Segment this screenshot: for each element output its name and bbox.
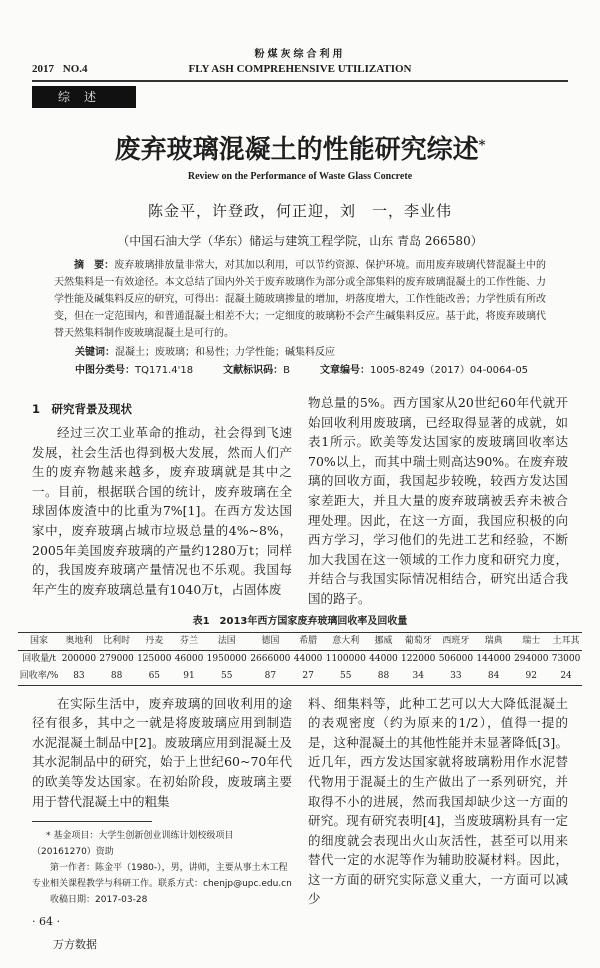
table-cell: 46000	[174, 653, 204, 664]
keywords-label: 关键词：	[75, 347, 115, 358]
table-cell: 33	[450, 670, 462, 681]
table-cell: 88	[110, 670, 123, 681]
clc-value: TQ171.4'18	[135, 365, 194, 376]
issue-number: 2017 NO.4	[32, 63, 88, 75]
recycling-table	[18, 632, 582, 686]
table-header-cell: 国家	[18, 632, 60, 650]
table-cell: 88	[377, 670, 390, 681]
table-cell: 24	[560, 670, 572, 681]
table-cell: 回收量/t	[22, 653, 56, 664]
table-cell: 144000	[476, 653, 511, 664]
body-columns-bottom	[32, 694, 568, 953]
header-rule	[32, 80, 568, 82]
journal-name-cn: 粉煤灰综合利用	[254, 49, 346, 60]
table-cell: 65	[148, 670, 161, 681]
table-cell: 125000	[137, 653, 172, 664]
table-cell: 83	[73, 670, 85, 681]
table-header-cell: 丹麦	[135, 632, 173, 650]
table-header-row	[18, 632, 582, 650]
section-heading: 1 研究背景及现状	[32, 402, 133, 416]
table-cell: 84	[487, 670, 500, 681]
table-row	[18, 668, 582, 686]
table-header-cell: 希腊	[292, 632, 324, 650]
abstract-label: 摘 要：	[74, 260, 115, 271]
body-paragraph: 经过三次工业革命的推动，社会得到飞速发展，社会生活也得到极大发展，然而人们产生的废弃物越来越多，废弃玻璃就是其中之一。目前，根据联合国的统计，废弃玻璃在全球固体废渣中的比重为7%[1]。在西方发达国家中，废弃玻璃占城市垃圾总量的4%~8%，2005年美国废弃玻璃的产量约1280万t；同样的，我国废弃玻璃产量情况也不乐观。我国每年产生的废弃玻璃总量有1040万t，占固体废	[32, 425, 292, 597]
table-cell: 122000	[401, 653, 436, 664]
table-header-cell: 葡萄牙	[399, 632, 437, 650]
doc-code-label: 文献标识码：	[223, 365, 284, 376]
body-columns-top	[32, 393, 568, 609]
clc-code	[75, 362, 193, 379]
footnote-author: 第一作者：陈金平（1980-），男，讲师，主要从事土木工程专业相关课程教学与科研工作。联系方式：chenjp@upc.edu.cn	[32, 863, 292, 890]
article-no-label: 文章编号：	[319, 365, 370, 376]
left-column	[32, 393, 292, 599]
section-tag: 综述	[32, 86, 136, 108]
table-cell: 91	[183, 670, 195, 681]
running-header	[32, 62, 568, 77]
left-column	[32, 694, 292, 953]
table-cell: 1950000	[206, 653, 247, 664]
table-header-cell: 瑞典	[475, 632, 513, 650]
footnote-received: 收稿日期：2017-03-28	[50, 895, 148, 906]
title-footnote-mark: *	[478, 138, 486, 153]
abstract-text: 废弃玻璃排放量非常大，对其加以利用，可以节约资源、保护环境。而用废弃玻璃代替混凝土中的天然集料是一有效途径。本文总结了国内外关于废弃玻璃作为部分或全部集料的废弃玻璃混凝土的工作性能、力学性能及碱集料反应的研究，可得出：混凝土随玻璃掺量的增加，坍落度增大，工作性能改善；力学性质有所改变，但在一定范围内，和普通混凝土相差不大；一定细度的玻璃粉不会产生碱集料反应。基于此，将废弃玻璃代替天然集料制作废玻璃混凝土是可行的。	[54, 260, 547, 339]
article-no-value: 1005-8249（2017）04-0064-05	[369, 365, 529, 376]
table-cell: 200000	[61, 653, 97, 664]
table-cell: 55	[221, 670, 233, 681]
table-cell: 44000	[369, 653, 398, 664]
affiliation: （中国石油大学（华东）储运与建筑工程学院，山东 青岛 266580）	[117, 234, 483, 248]
authors: 陈金平，许登政，何正迎，刘 一，李业伟	[147, 202, 452, 220]
clc-label: 中图分类号：	[75, 365, 135, 376]
table-cell: 506000	[438, 653, 474, 664]
table-header-cell: 比利时	[98, 632, 136, 650]
table-cell: 279000	[99, 653, 134, 664]
keywords	[75, 344, 568, 361]
table-cell: 73000	[551, 653, 581, 664]
table-cell: 34	[412, 670, 424, 681]
article-subtitle-en: Review on the Performance of Waste Glass Concrete	[187, 171, 413, 182]
right-column	[308, 694, 568, 910]
table-cell: 87	[264, 670, 277, 681]
article-title	[32, 134, 568, 166]
classification-codes	[75, 362, 568, 379]
journal-name-en: FLY ASH COMPREHENSIVE UTILIZATION	[188, 63, 412, 75]
table-header-cell: 西班牙	[437, 632, 475, 650]
table-header-cell: 奥地利	[60, 632, 98, 650]
table-header-cell: 德国	[249, 632, 293, 650]
article-number	[320, 362, 528, 379]
footnote-fund: * 基金项目：大学生创新创业训练计划校级项目（20161270）资助	[32, 831, 234, 858]
table-wrapper	[18, 632, 582, 686]
watermark: 万方数据	[53, 938, 97, 952]
document-code	[223, 362, 290, 379]
table-cell: 92	[525, 670, 537, 681]
table-header-cell: 挪威	[368, 632, 400, 650]
table-header-cell: 瑞士	[512, 632, 550, 650]
footnote-rule	[32, 821, 152, 822]
table-cell: 55	[340, 670, 352, 681]
table-cell: 27	[302, 670, 314, 681]
table-cell: 回收率/%	[19, 670, 59, 681]
abstract	[54, 257, 546, 342]
doc-code-value: B	[283, 365, 290, 376]
table-header-cell: 芬兰	[173, 632, 205, 650]
body-paragraph: 物总量的5%。西方国家从20世纪60年代就开始回收利用废玻璃，已经取得显著的成就，如表1所示。欧美等发达国家的废玻璃回收率达70%以上，而其中瑞士则高达90%。在废弃玻璃的回收方面，我国起步较晚，较西方发达国家差距大，并且大量的废弃玻璃被丢弃未被合理处理。因此，在这一方面，我国应积极的向西方学习，学习他们的先进工艺和经验，不断加大我国在这一领域的工作力度和研究力度，并结合与我国实际情况相结合，研究出适合我国的路子。	[308, 395, 568, 606]
title-text: 废弃玻璃混凝土的性能研究综述	[114, 135, 479, 165]
body-paragraph: 料、细集料等，此种工艺可以大大降低混凝土的表观密度（约为原来的1/2），值得一提的是，这种混凝土的其他性能并未显著降低[3]。近几年，西方发达国家就将玻璃粉用作水泥替代物用于混凝土的生产做出了一系列研究，并取得不小的进展，然而我国却缺少这一方面的研究。现有研究表明[4]，当废玻璃粉具有一定的细度就会表现出火山灰活性，甚至可以用来替代一定的水泥等作为辅助胶凝材料。因此，这一方面的研究实际意义重大，一方面可以减少	[308, 695, 568, 907]
table-cell: 2666000	[250, 653, 291, 664]
table-cell: 294000	[514, 653, 549, 664]
keywords-text: 混凝土；废玻璃；和易性；力学性能；碱集料反应	[115, 347, 335, 358]
table-header-cell: 意大利	[324, 632, 368, 650]
table-cell: 1100000	[325, 653, 366, 664]
page-number: · 64 ·	[32, 915, 60, 929]
table-cell: 44000	[293, 653, 323, 664]
table-header-cell: 法国	[205, 632, 249, 650]
table-header-cell: 土耳其	[550, 632, 582, 650]
table-row	[18, 650, 582, 668]
right-column	[308, 393, 568, 609]
body-paragraph: 在实际生活中，废弃玻璃的回收利用的途径有很多，其中之一就是将废玻璃应用到制造水泥混凝土制品中[2]。废玻璃应用到混凝土及其水泥制品中的研究，始于上世纪60~70年代的欧美等发达国家。在初始阶段，废玻璃主要用于替代混凝土中的粗集	[32, 695, 292, 809]
table-caption: 表1 2013年西方国家废弃玻璃回收率及回收量	[192, 615, 408, 627]
